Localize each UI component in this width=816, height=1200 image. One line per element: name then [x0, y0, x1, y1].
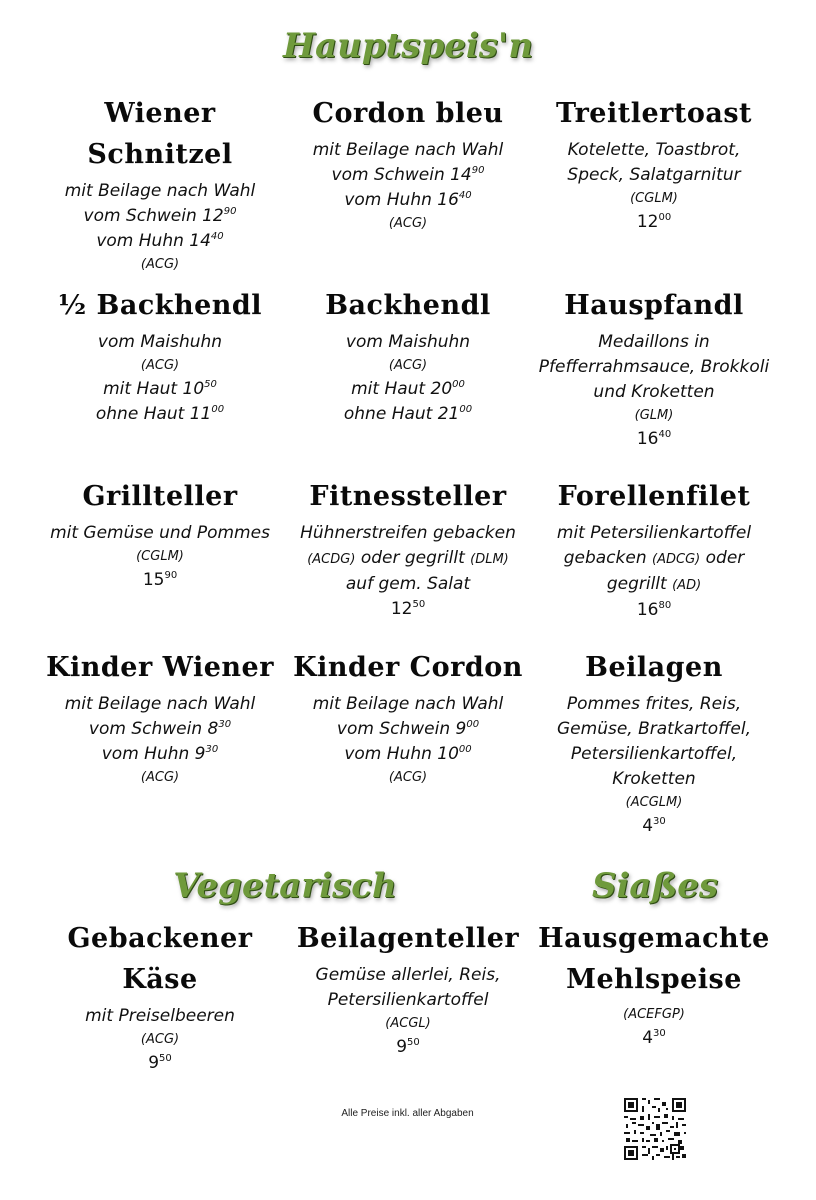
dish-name: Hausgemachte Mehlspeise [538, 923, 770, 995]
dish-cordon-bleu [283, 93, 533, 235]
dish-name: ½ Backhendl [57, 290, 263, 321]
price-line: mit Haut $10^{50}$ [103, 379, 217, 399]
allergen-code: (ACG) [388, 216, 428, 231]
dish-name: Wiener Schnitzel [87, 98, 233, 170]
dish-line: mit Petersilienkartoffel [556, 523, 752, 543]
dish-gebackener-kaese [35, 918, 285, 1076]
allergen-code: (ACG) [140, 358, 180, 373]
price-line: vom Huhn $9^{30}$ [101, 744, 219, 764]
dish-wiener-schnitzel [35, 93, 285, 276]
dish-line: vom Maishuhn [97, 332, 223, 352]
allergen-code: (ACGL) [385, 1016, 431, 1031]
dish-line: auf gem. Salat [345, 574, 471, 594]
dish-hauspfandl [529, 285, 779, 452]
dish-name: Fitnessteller [309, 481, 507, 512]
dish-line: (ACDG) oder gegrillt (DLM) [307, 548, 509, 568]
qr-code-icon [622, 1096, 688, 1162]
dish-line: Kroketten [612, 769, 696, 789]
dish-price: $9^{50}$ [396, 1037, 420, 1057]
dish-line: mit Beilage nach Wahl [312, 140, 504, 160]
allergen-code: (ACGLM) [625, 795, 683, 810]
dish-name: Cordon bleu [312, 98, 504, 129]
price-line: vom Schwein $9^{00}$ [336, 719, 480, 739]
dish-line: Medaillons in [598, 332, 710, 352]
price-line: vom Schwein $14^{90}$ [331, 165, 485, 185]
dish-fitnessteller [283, 476, 533, 622]
dish-name: Forellenfilet [557, 481, 751, 512]
dish-line: mit Beilage nach Wahl [64, 181, 256, 201]
dish-halbes-backhendl [35, 285, 285, 427]
dish-beilagenteller [283, 918, 533, 1060]
dish-line: Pommes frites, Reis, [566, 694, 742, 714]
dish-name: Beilagenteller [296, 923, 520, 954]
dish-price: $4^{30}$ [642, 1028, 666, 1048]
allergen-code: (ACG) [140, 770, 180, 785]
dish-kinder-wiener [35, 647, 285, 789]
price-line: vom Schwein $8^{30}$ [88, 719, 232, 739]
dish-line: Kotelette, Toastbrot, [567, 140, 741, 160]
dish-name: Backhendl [325, 290, 491, 321]
dish-line: Gemüse allerlei, Reis, [315, 965, 501, 985]
price-line: ohne Haut $21^{00}$ [343, 404, 473, 424]
section-title-siasses: Siaßes [591, 866, 719, 906]
dish-name: Hauspfandl [564, 290, 744, 321]
dish-line: Gemüse, Bratkartoffel, [557, 719, 751, 739]
dish-price: $12^{00}$ [636, 212, 672, 232]
allergen-code: (ACG) [388, 358, 428, 373]
dish-name: Grillteller [82, 481, 238, 512]
dish-line: mit Gemüse und Pommes [50, 523, 270, 543]
allergen-code: (ACG) [140, 257, 180, 272]
dish-name: Beilagen [585, 652, 723, 683]
dish-price: $16^{80}$ [636, 600, 672, 620]
dish-name: Treitlertoast [555, 98, 753, 129]
dish-price: $4^{30}$ [642, 816, 666, 836]
dish-hausgemachte-mehlspeise [529, 918, 779, 1051]
dish-price: $16^{40}$ [636, 429, 672, 449]
dish-line: und Kroketten [593, 382, 715, 402]
dish-line: mit Preiselbeeren [85, 1006, 235, 1026]
allergen-code: (ACG) [388, 770, 428, 785]
dish-price: $9^{50}$ [148, 1053, 172, 1073]
dish-line: mit Beilage nach Wahl [312, 694, 504, 714]
dish-line: Hühnerstreifen gebacken [300, 523, 516, 543]
dish-grillteller [35, 476, 285, 593]
dish-backhendl [283, 285, 533, 427]
price-line: vom Huhn $14^{40}$ [96, 231, 224, 251]
dish-name: Gebackener Käse [67, 923, 253, 995]
price-line: vom Schwein $12^{90}$ [83, 206, 237, 226]
price-line: vom Huhn $16^{40}$ [344, 190, 472, 210]
allergen-code: (ACG) [140, 1032, 180, 1047]
dish-forellenfilet [529, 476, 779, 623]
dish-line: mit Beilage nach Wahl [64, 694, 256, 714]
dish-line: gegrillt (AD) [606, 574, 702, 594]
dish-price: $12^{50}$ [390, 599, 426, 619]
allergen-code: (CGLM) [630, 191, 678, 206]
dish-name: Kinder Wiener [46, 652, 274, 683]
price-line: vom Huhn $10^{00}$ [344, 744, 472, 764]
dish-line: vom Maishuhn [345, 332, 471, 352]
section-title-vegetarisch: Vegetarisch [173, 866, 397, 906]
dish-price: $15^{90}$ [142, 570, 178, 590]
allergen-code: (CGLM) [136, 549, 184, 564]
price-line: mit Haut $20^{00}$ [351, 379, 465, 399]
dish-line: Speck, Salatgarnitur [567, 165, 741, 185]
price-line: ohne Haut $11^{00}$ [95, 404, 225, 424]
dish-line: Petersilienkartoffel [327, 990, 489, 1010]
allergen-code: (GLM) [634, 408, 674, 423]
allergen-code: (ACEFGP) [623, 1007, 685, 1022]
dish-kinder-cordon [283, 647, 533, 789]
dish-treitlertoast [529, 93, 779, 235]
dish-line: gebacken (ADCG) oder [563, 548, 745, 568]
dish-line: Petersilienkartoffel, [570, 744, 738, 764]
section-title-hauptspeisen: Hauptspeis'n [282, 26, 534, 66]
price-note: Alle Preise inkl. aller Abgaben [341, 1108, 474, 1119]
dish-line: Pfefferrahmsauce, Brokkoli [538, 357, 770, 377]
dish-beilagen [529, 647, 779, 839]
dish-name: Kinder Cordon [293, 652, 523, 683]
